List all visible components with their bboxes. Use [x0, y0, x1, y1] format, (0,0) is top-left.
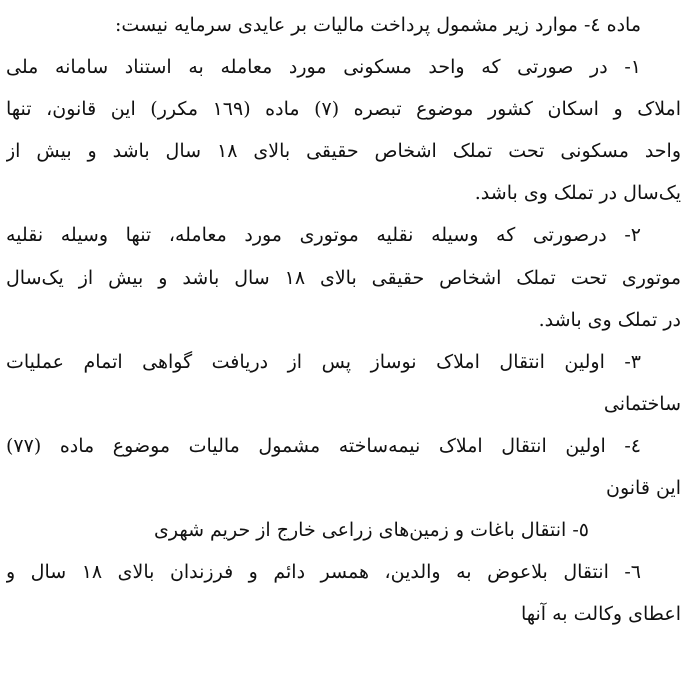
clause-2-line-1: ٢- درصورتی که وسیله نقلیه موتوری مورد معامله، تنها وسیله نقلیه	[6, 224, 641, 247]
article-heading: ماده ٤- موارد زیر مشمول پرداخت مالیات بر عایدی سرمایه نیست:	[115, 14, 641, 36]
clause-4-line-1: ٤- اولین انتقال املاک نیمه‌ساخته مشمول مالیات موضوع ماده (٧٧)	[6, 434, 641, 457]
clause-5-line-1: ٥- انتقال باغات و زمین‌های زراعی خارج از حریم شهری	[153, 519, 589, 542]
clause-2-line-2: موتوری تحت تملک اشخاص حقیقی بالای ١٨ سال باشد و بیش از یک‌سال	[6, 266, 681, 289]
clause-4-line-2: این قانون	[606, 477, 681, 500]
clause-1-line-3: واحد مسکونی تحت تملک اشخاص حقیقی بالای ١٨ سال باشد و بیش از	[6, 140, 681, 163]
clause-6-line-2: اعطای وکالت به آنها	[520, 603, 681, 626]
clause-1-line-4: یک‌سال در تملک وی باشد.	[474, 182, 681, 205]
clause-3-line-1: ٣- اولین انتقال املاک نوساز پس از دریافت گواهی اتمام عملیات	[6, 350, 641, 373]
clause-1-line-1: ١- در صورتی که واحد مسکونی مورد معامله به استناد سامانه ملی	[6, 56, 641, 79]
clause-1-line-2: املاک و اسکان کشور موضوع تبصره (٧) ماده (١٦٩ مکرر) این قانون، تنها	[6, 98, 681, 121]
clause-6-line-1: ٦- انتقال بلاعوض به والدین، همسر دائم و فرزندان بالای ١٨ سال و	[6, 561, 641, 584]
clause-3-line-2: ساختمانی	[603, 392, 681, 415]
clause-2-line-3: در تملک وی باشد.	[538, 308, 681, 331]
